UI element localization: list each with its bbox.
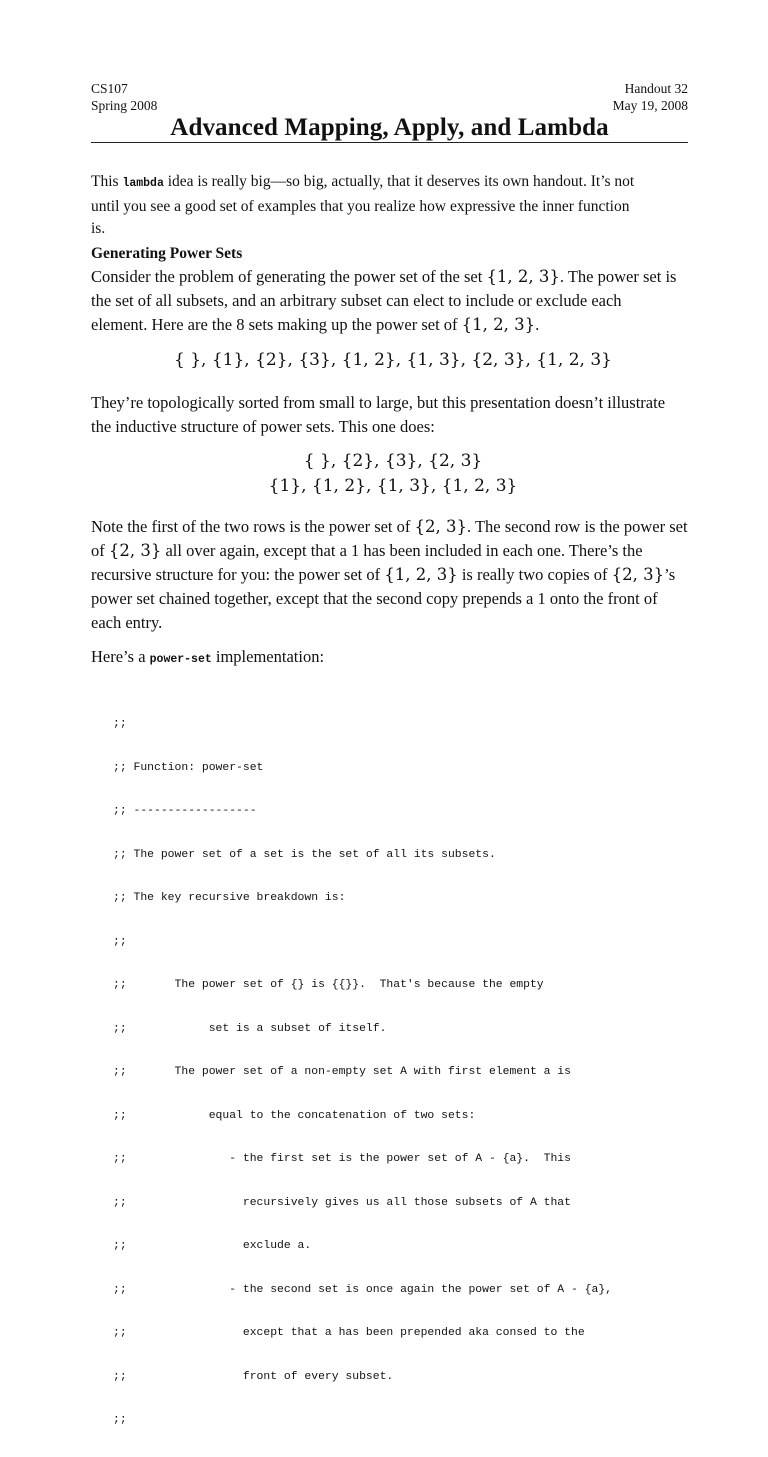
- set-1-2-3: {1, 2, 3}: [461, 315, 536, 334]
- page-title: Advanced Mapping, Apply, and Lambda: [170, 114, 609, 141]
- term: Spring 2008: [91, 98, 158, 113]
- p3-line-1: [91, 515, 695, 539]
- paragraph-recursive-structure: [91, 515, 695, 635]
- intro-text: This: [91, 173, 123, 190]
- code-line: ;; equal to the concatenation of two sets:: [113, 1109, 476, 1122]
- paragraph-topological: [91, 391, 695, 439]
- code-line: ;; The key recursive breakdown is:: [113, 892, 346, 904]
- p3-text: all over again, except that a 1 has been included in each one. There’s the: [161, 541, 643, 560]
- power-set-row-1: { }, {2}, {3}, {2, 3}: [303, 451, 483, 471]
- intro-paragraph: [91, 171, 691, 241]
- code-line: ;; - the second set is once again the power set of A - {a},: [113, 1283, 612, 1296]
- p3-text: is really two copies of: [457, 565, 612, 584]
- course-code: CS107: [91, 81, 128, 96]
- p3-text: . The second row is the power set: [467, 517, 688, 536]
- handout-number: Handout 32: [624, 81, 688, 96]
- power-set-row-2: {1}, {1, 2}, {1, 3}, {1, 2, 3}: [268, 476, 518, 496]
- code-line: ;; The power set of {} is {{}}. That's because the empty: [113, 979, 544, 991]
- set-1-2-3: {1, 2, 3}: [486, 267, 560, 286]
- code-line: ;; except that a has been prepended aka consed to the: [113, 1327, 585, 1339]
- set-2-3: {2, 3}: [108, 541, 162, 560]
- p4-text: implementation:: [211, 647, 325, 666]
- intro-line-2: until you see a good set of examples that you realize how expressive the inner function: [91, 197, 630, 215]
- header-right: [613, 80, 688, 114]
- p1-text: element. Here are the 8 sets making up the power set of: [91, 315, 462, 334]
- code-line: ;; exclude a.: [113, 1240, 312, 1252]
- intro-line-3: is.: [91, 220, 106, 237]
- p1-text: Consider the problem of generating the power set of the set: [91, 267, 487, 286]
- p1-text: . The power set is: [559, 267, 677, 286]
- p3-text: ’s: [664, 565, 676, 584]
- p3-line-3: [91, 563, 695, 587]
- code-line: ;;: [113, 1414, 127, 1426]
- p3-line-5: each entry.: [91, 613, 163, 632]
- p3-line-4: power set chained together, except that the second copy prepends a 1 onto the front of: [91, 589, 658, 608]
- p4-text: Here’s a: [91, 647, 150, 666]
- set-1-2-3: {1, 2, 3}: [384, 565, 458, 584]
- code-block: [113, 688, 693, 1457]
- intro-line-1: [91, 171, 691, 196]
- set-2-3: {2, 3}: [414, 517, 467, 536]
- power-set-keyword: power-set: [149, 653, 212, 666]
- code-line: ;;: [113, 935, 127, 948]
- intro-text: idea is really big—so big, actually, that it deserves its own handout. It’s not: [163, 173, 635, 190]
- p2-line-1: They’re topologically sorted from small to large, but this presentation doesn’t illustrate: [91, 393, 666, 412]
- paragraph-implementation-intro: [91, 645, 695, 672]
- p1-line-3: [91, 313, 695, 337]
- title-rule: [91, 142, 688, 143]
- set-2-3: {2, 3}: [611, 565, 665, 584]
- power-set-display: { }, {1}, {2}, {3}, {1, 2}, {1, 3}, {2, 3}, {1, 2, 3}: [174, 350, 612, 370]
- p3-text: of: [91, 541, 109, 560]
- header-left: [91, 80, 157, 114]
- p3-text: Note the first of the two rows is the power set of: [91, 517, 415, 536]
- code-line: ;; recursively gives us all those subsets of A that: [113, 1196, 571, 1209]
- p2-line-2: the inductive structure of power sets. This one does:: [91, 417, 435, 436]
- code-line: ;;: [113, 718, 127, 730]
- code-line: ;; The power set of a non-empty set A with first element a is: [113, 1066, 571, 1078]
- code-line: ;; front of every subset.: [113, 1370, 394, 1383]
- code-line: ;; Function: power-set: [113, 761, 264, 774]
- paragraph-power-set-intro: [91, 265, 695, 337]
- handout-date: May 19, 2008: [612, 98, 688, 113]
- p3-line-2: [91, 539, 695, 563]
- code-line: ;; The power set of a set is the set of all its subsets.: [113, 848, 496, 861]
- p4-line-1: [91, 645, 695, 672]
- lambda-keyword: lambda: [122, 177, 164, 190]
- code-line: ;; set is a subset of itself.: [113, 1022, 387, 1035]
- p3-text: recursive structure for you: the power set of: [91, 565, 385, 584]
- p1-line-1: [91, 265, 695, 289]
- p1-text: .: [535, 315, 540, 334]
- p1-line-2: the set of all subsets, and an arbitrary subset can elect to include or exclude each: [91, 291, 622, 310]
- section-heading: Generating Power Sets: [91, 245, 243, 262]
- code-line: ;; - the first set is the power set of A - {a}. This: [113, 1153, 571, 1165]
- code-line: ;; ------------------: [113, 805, 257, 817]
